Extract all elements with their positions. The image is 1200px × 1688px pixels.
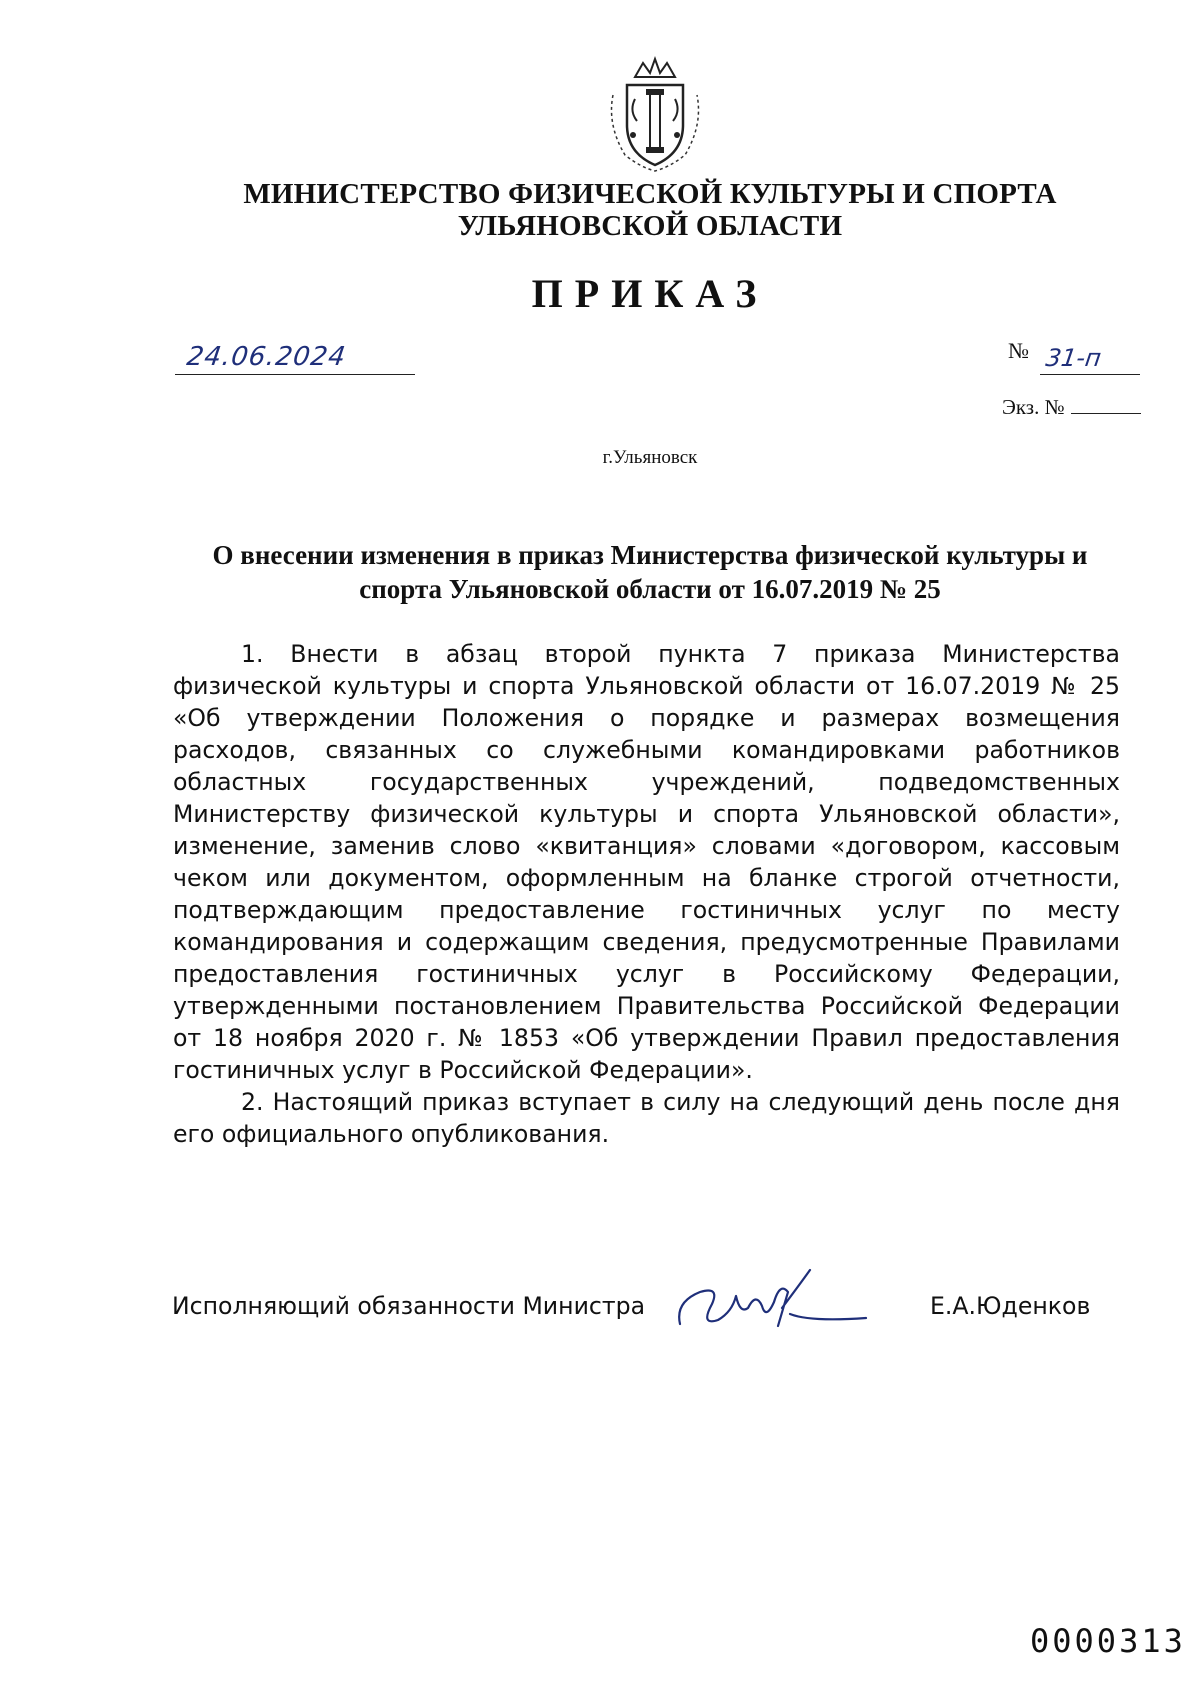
- coat-of-arms-icon: [605, 55, 705, 175]
- city: г.Ульяновск: [602, 447, 698, 468]
- copy-number-blank: [1071, 399, 1141, 414]
- number-field: [1040, 344, 1140, 375]
- serial-number: 0000313: [1030, 1622, 1186, 1660]
- ministry-name-line2: УЛЬЯНОВСКОЙ ОБЛАСТИ: [457, 210, 843, 242]
- document-type-heading: ПРИКАЗ: [531, 271, 769, 316]
- number-label: №: [1008, 338, 1029, 363]
- date-field: [175, 344, 415, 375]
- document-body: [173, 638, 1120, 1150]
- signatory-role: Исполняющий обязанности Министра: [172, 1292, 646, 1320]
- ministry-name-line1: МИНИСТЕРСТВО ФИЗИЧЕСКОЙ КУЛЬТУРЫ И СПОРТА: [243, 178, 1057, 210]
- handwritten-date: 24.06.2024: [184, 342, 348, 372]
- copy-number-label: Экз. №: [1002, 395, 1065, 419]
- document-title: О внесении изменения в приказ Министерства физической культуры и спорта Ульяновской области от 16.07.2019 № 25: [212, 540, 1088, 604]
- paragraph-1: 1. Внести в абзац второй пункта 7 приказа Министерства физической культуры и спорта Ульяновской области от 16.07.2019 № 25 «Об утверждении Положения о порядке и размерах возмещения расходов, связанных со служебными командировками работников областных государственных учреждений, подведомственных Министерству физической культуры и спорта Ульяновской области», изменение, заменив слово «квитанция» словами «договором, кассовым чеком или документом, оформленным на бланке строгой отчетности, подтверждающим предоставление гостиничных услуг по месту командирования и содержащим сведения, предусмотренные Правилами предоставления гостиничных услуг в Российскому Федерации, утвержденными постановлением Правительства Российской Федерации от 18 ноября 2020 г. № 1853 «Об утверждении Правил предоставления гостиничных услуг в Российской Федерации».: [173, 640, 1120, 1084]
- paragraph-2: 2. Настоящий приказ вступает в силу на следующий день после дня его официального опубликования.: [173, 1088, 1120, 1148]
- handwritten-number: 31-п: [1044, 344, 1103, 372]
- signatory-name: Е.А.Юденков: [930, 1292, 1091, 1320]
- handwritten-signature: [670, 1262, 870, 1342]
- copy-number: [1002, 395, 1141, 420]
